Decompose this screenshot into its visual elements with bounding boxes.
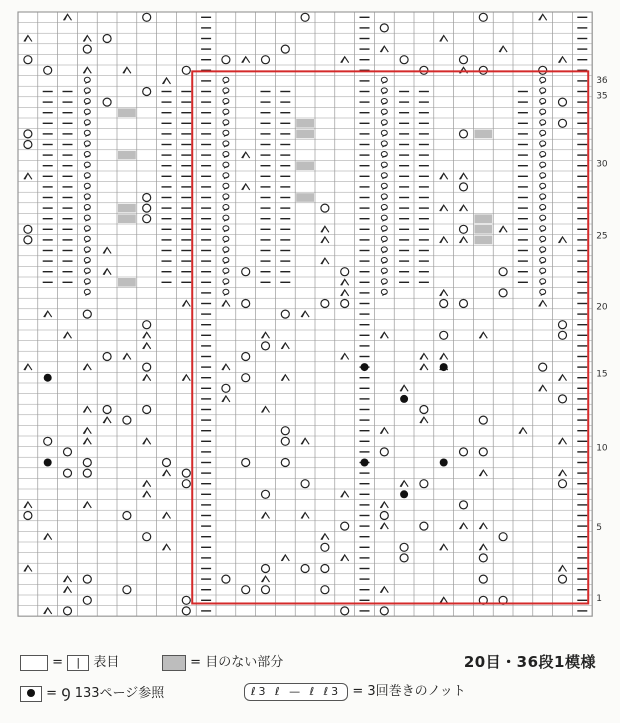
bobble-diagram-icon: ꝯ [61, 682, 71, 701]
bobble-icon [27, 689, 35, 697]
no-stitch-cell [474, 236, 492, 245]
no-stitch-cell [296, 193, 314, 202]
row-number: 1 [596, 594, 602, 605]
bobble-mark [440, 459, 448, 467]
legend-knot [244, 680, 466, 701]
legend-grey [162, 651, 283, 671]
no-stitch-cell [474, 225, 492, 234]
no-stitch-cell [118, 151, 136, 160]
row-number: 25 [596, 231, 608, 242]
no-stitch-cell [296, 130, 314, 139]
no-stitch-cell [296, 161, 314, 170]
legend-bobble-cell [20, 686, 42, 702]
knot-chart: ℓ3 ℓ — ℓ ℓ3 [244, 683, 348, 701]
chart-background [18, 12, 592, 616]
bobble-mark [44, 459, 52, 467]
row-number: 5 [596, 523, 602, 534]
legend-grey-cell [162, 655, 186, 671]
legend-knit-eq: = [52, 655, 64, 670]
bobble-mark [400, 395, 408, 403]
legend-knit [20, 651, 119, 671]
no-stitch-cell [118, 214, 136, 223]
no-stitch-cell [296, 119, 314, 128]
legend-grey-label: 目のない部分 [205, 655, 284, 670]
row-number: 36 [596, 75, 608, 86]
knot-label: = 3回巻きのノット [352, 684, 466, 699]
row-number: 15 [596, 369, 608, 380]
legend-grey-eq: = [190, 655, 202, 670]
row-number: 30 [596, 159, 608, 170]
legend-bobble-eq: = [46, 686, 58, 701]
row-number: 20 [596, 302, 608, 313]
legend-knit-label: 表目 [93, 655, 120, 670]
bobble-mark [44, 374, 52, 382]
legend-bobble [20, 680, 164, 702]
no-stitch-cell [474, 130, 492, 139]
bobble-mark [440, 363, 448, 371]
no-stitch-cell [118, 278, 136, 287]
bobble-mark [400, 490, 408, 498]
bobble-mark [361, 363, 369, 371]
pattern-summary: 20目・36段1模様 [463, 653, 596, 671]
no-stitch-cell [118, 204, 136, 213]
legend-knit-symbol: | [67, 655, 89, 671]
legend-bobble-ref: 133ページ参照 [74, 686, 165, 701]
row-number: 35 [596, 91, 608, 102]
no-stitch-cell [118, 108, 136, 117]
legend-blank-cell [20, 655, 48, 671]
bobble-mark [361, 459, 369, 467]
row-number: 10 [596, 443, 608, 454]
no-stitch-cell [474, 214, 492, 223]
